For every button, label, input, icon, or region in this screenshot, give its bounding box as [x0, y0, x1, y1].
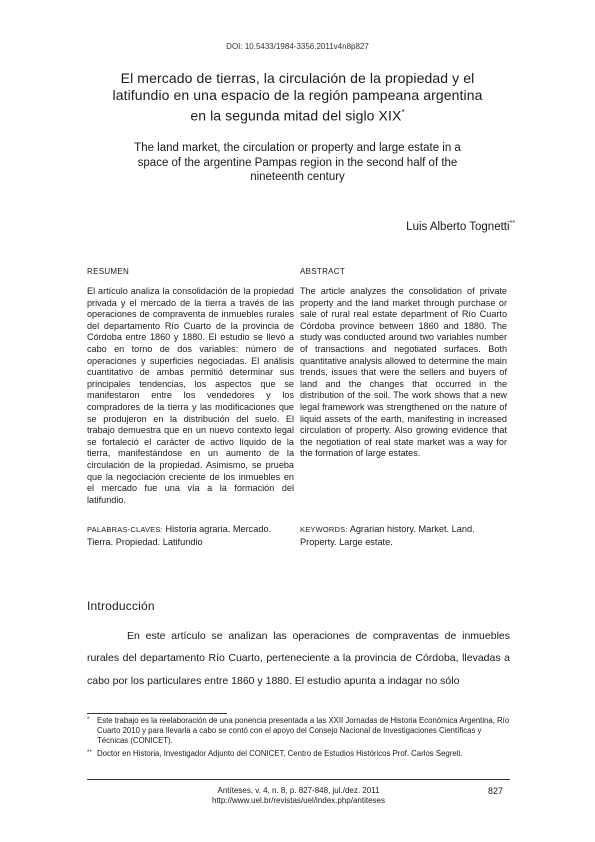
title-english: [70, 141, 525, 185]
abstract-keywords-text: Agrarian history. Market. Land. Property. Large estate.: [300, 524, 475, 547]
title-en-line-2: space of the argentine Pampas region in the second half of the: [137, 156, 458, 169]
footnote-2-mark: **: [87, 750, 92, 756]
resumen-text: El artículo analiza la consolidación de la propiedad privada y el mercado de la tierra a través de las operaciones de compraventa de inmuebles rurales del departamento Río Cuarto de la provincia de Córdoba entre 1860 y 1880. El estudio se llevó a cabo en torno de dos variables: número de operaciones y superficies negociadas. El análisis cuantitativo de ambas permitió determinar sus principales tendencias, los aspectos que se manifestaron entre los vendedores y los compradores de la tierra y las modificaciones que se produjeron en la distribución del suelo. El trabajo demuestra que en un nuevo contexto legal se fortaleció el carácter de activo líquido de la tierra, manifestándose en un aumento de la circulación de la propiedad. Asimismo, se prueba que la negociación creciente de los inmuebles en el mercado fue una vía a la formación del latifundio.: [87, 286, 294, 505]
footnote-1-mark: *: [87, 717, 90, 723]
resumen-keywords-label: PALABRAS-CLAVES:: [87, 525, 163, 534]
footer-url[interactable]: http://www.uel.br/revistas/uel/index.php/antiteses: [212, 796, 385, 805]
title-footnote-mark: *: [401, 108, 405, 117]
resumen-keywords-text: Historia agraria. Mercado. Tierra. Propiedad. Latifundio: [87, 524, 272, 547]
footnote-2-text: Doctor en Historia, Investigador Adjunto del CONICET, Centro de Estudios Históricos Prof. Carlos Segreti.: [97, 749, 463, 758]
resumen-heading: RESUMEN: [87, 267, 130, 276]
footnote-2: [87, 749, 510, 759]
doi-line: DOI: 10.5433/1984-3356.2011v4n8p827: [226, 42, 369, 51]
title-es-line-1: El mercado de tierras, la circulación de la propiedad y el: [120, 70, 475, 86]
title-es-line-2: latifundio en una espacio de la región pampeana argentina: [112, 87, 483, 103]
abstract-keywords-label: KEYWORDS:: [300, 525, 348, 534]
author: [406, 220, 515, 233]
title-spanish: [60, 70, 535, 125]
title-en-line-3: nineteenth century: [250, 171, 345, 183]
author-name: Luis Alberto Tognetti: [406, 220, 510, 233]
resumen-keywords: [87, 523, 297, 548]
footnote-divider: [87, 713, 227, 714]
title-es-line-3-text: en la segunda mitad del siglo XIX: [190, 107, 402, 124]
body-paragraph: En este artículo se analizan las operaciones de compraventas de inmuebles rurales del departamento Río Cuarto, perteneciente a la provincia de Córdoba, llevadas a cabo por los particulares entre 1860 y 1880. El estudio apunta a indagar no sólo: [87, 630, 510, 687]
title-en-line-1: The land market, the circulation or property and large estate in a: [134, 142, 461, 154]
footnote-1-text: Este trabajo es la reelaboración de una ponencia presentada a las XXII Jornadas de Historia Económica Argentina, Río Cuarto 2010 y para llevarla a cabo se contó con el apoyo del Consejo Nacional de Investigaciones Científicas y Técnicas (CONICET).: [97, 716, 510, 745]
footer-citation: Antíteses, v. 4, n. 8, p. 827-848, jul./dez. 2011: [217, 786, 380, 795]
title-es-line-3: [60, 104, 535, 125]
page-number: 827: [488, 786, 504, 796]
footer-divider: [87, 779, 510, 780]
abstract-keywords: [300, 523, 505, 548]
footer: [87, 786, 510, 806]
author-footnote-mark: **: [509, 220, 515, 227]
abstract-text: The article analyzes the consolidation of private property and the land market through purchase or sale of rural real estate department of Río Cuarto Córdoba province between 1860 and 1880. The study was conducted around two variables number of transactions and negotiated surfaces. Both quantitative analysis allowed to determine the main trends, issues that were the sellers and buyers of land and the changes that occurred in the distribution of the soil. The work shows that a new legal framework was strengthened on the nature of liquid assets of the earth, manifesting in increased circulation of property. Also growing evidence that the negotiation of real state market was a way for the formation of large estates.: [300, 286, 507, 459]
footnote-1: [87, 716, 510, 746]
section-heading-introduccion: Introducción: [87, 599, 155, 613]
abstract-heading: ABSTRACT: [300, 267, 346, 276]
